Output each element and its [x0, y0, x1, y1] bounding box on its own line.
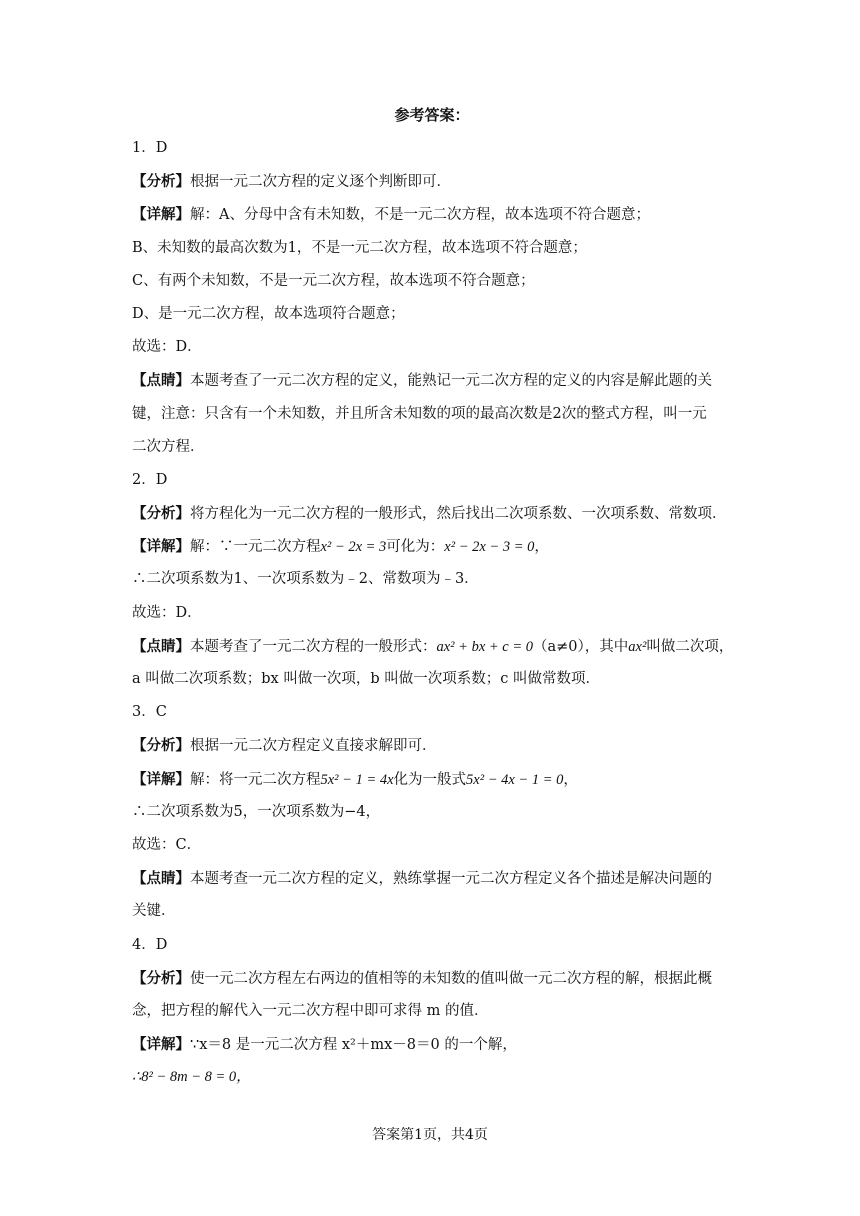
- page-footer: 答案第1页，共4页: [372, 1127, 488, 1143]
- q2-ax2: ax²: [628, 638, 647, 655]
- q3-choice: 故选：C．: [132, 836, 202, 853]
- q2-choice: 故选：D．: [132, 604, 202, 621]
- analysis-tag: 【分析】: [132, 173, 190, 191]
- q1-detail-c: C、有两个未知数，不是一元二次方程，故本选项不符合题意；: [132, 272, 535, 289]
- q1-detail-a: 解：A、分母中含有未知数，不是一元二次方程，故本选项不符合题意；: [190, 207, 650, 224]
- q4-detail: [132, 1028, 732, 1061]
- q3-equation-1: 5x² − 1 = 4x: [320, 771, 394, 788]
- detail-tag: 【详解】: [132, 538, 190, 556]
- q2-detail-pre: 解：∵一元二次方程: [190, 539, 321, 556]
- detail-tag: 【详解】: [132, 206, 190, 224]
- q3-detail-pre: 解：将一元二次方程: [190, 771, 321, 788]
- q2-result: ∴二次项系数为1、一次项系数为﹣2、常数项为﹣3．: [132, 571, 479, 588]
- q4-analysis-2: 念，把方程的解代入一元二次方程中即可求得 m 的值．: [132, 1002, 489, 1019]
- q1-detail-b: B、未知数的最高次数为1，不是一元二次方程，故本选项不符合题意；: [132, 239, 587, 256]
- detail-tag: 【详解】: [132, 770, 190, 788]
- q1-comment-3: 二次方程．: [132, 438, 205, 455]
- q2-condition: （a≠0）: [533, 638, 585, 655]
- q4-analysis-1: 使一元二次方程左右两边的值相等的未知数的值叫做一元二次方程的解，根据此概: [190, 970, 712, 987]
- q2-equation-2: x² − 2x − 3 = 0: [444, 539, 535, 556]
- q3-comment-2: 关键．: [132, 903, 176, 920]
- q1-choice: 故选：D．: [132, 339, 202, 356]
- q2-analysis: [132, 497, 732, 530]
- q2-comment-end: 叫做二次项，: [646, 638, 734, 655]
- page-title: 参考答案：: [394, 106, 470, 124]
- q3-detail: [132, 763, 732, 796]
- q1-detail: [132, 198, 732, 231]
- q3-detail-mid: 化为一般式: [393, 771, 467, 788]
- q2-detail-mid: 可化为：: [386, 539, 445, 556]
- q3-analysis-text: 根据一元二次方程定义直接求解即可．: [190, 738, 437, 755]
- analysis-tag: 【分析】: [132, 737, 190, 755]
- q1-analysis-text: 根据一元二次方程的定义逐个判断即可．: [190, 174, 451, 191]
- q2-general-form: ax² + bx + c = 0: [436, 638, 534, 655]
- q4-step: [132, 1061, 732, 1094]
- answer-page: [132, 100, 732, 1094]
- q3-result: ∴二次项系数为5，一次项系数为−4，: [132, 803, 381, 820]
- q2-detail-end: ，: [534, 539, 549, 556]
- comment-tag: 【点睛】: [132, 637, 190, 655]
- q4-step-equation: ∴8² − 8m − 8 = 0，: [132, 1069, 251, 1086]
- detail-tag: 【详解】: [132, 1036, 190, 1054]
- analysis-tag: 【分析】: [132, 969, 190, 987]
- q1-analysis: [132, 165, 732, 198]
- q2-equation-1: x² − 2x = 3: [320, 539, 387, 556]
- q3-analysis: [132, 729, 732, 762]
- q3-equation-2: 5x² − 4x − 1 = 0: [466, 771, 564, 788]
- q2-detail: [132, 530, 732, 563]
- q2-comment-2: a 叫做二次项系数；bx 叫做一次项，b 叫做一次项系数；c 叫做常数项．: [132, 671, 600, 687]
- q4-analysis: [132, 962, 732, 995]
- q1-number: 1．D: [132, 140, 168, 156]
- q2-comment-mid: ，其中: [584, 638, 629, 655]
- q3-comment: [132, 862, 732, 895]
- q1-comment-2: 键，注意：只含有一个未知数，并且所含未知数的项的最高次数是2次的整式方程，叫一元: [132, 405, 707, 422]
- q1-comment: [132, 364, 732, 397]
- comment-tag: 【点睛】: [132, 870, 190, 888]
- q2-analysis-text: 将方程化为一元二次方程的一般形式，然后找出二次项系数、一次项系数、常数项．: [190, 506, 727, 523]
- q4-number: 4．D: [132, 936, 168, 953]
- q1-detail-d: D、是一元二次方程，故本选项符合题意；: [132, 305, 405, 322]
- q4-detail-text: ∵x＝8 是一元二次方程 x²＋mx－8＝0 的一个解，: [190, 1037, 517, 1054]
- q2-comment-pre: 本题考查了一元二次方程的一般形式：: [190, 638, 437, 655]
- q3-number: 3．C: [132, 704, 167, 721]
- q3-detail-end: ，: [563, 771, 578, 788]
- q1-comment-1: 本题考查了一元二次方程的定义，能熟记一元二次方程的定义的内容是解此题的关: [190, 373, 712, 390]
- q3-comment-1: 本题考查一元二次方程的定义，熟练掌握一元二次方程定义各个描述是解决问题的: [190, 871, 712, 888]
- q2-number: 2．D: [132, 471, 168, 488]
- comment-tag: 【点睛】: [132, 372, 190, 390]
- analysis-tag: 【分析】: [132, 505, 190, 523]
- q2-comment: [132, 630, 732, 663]
